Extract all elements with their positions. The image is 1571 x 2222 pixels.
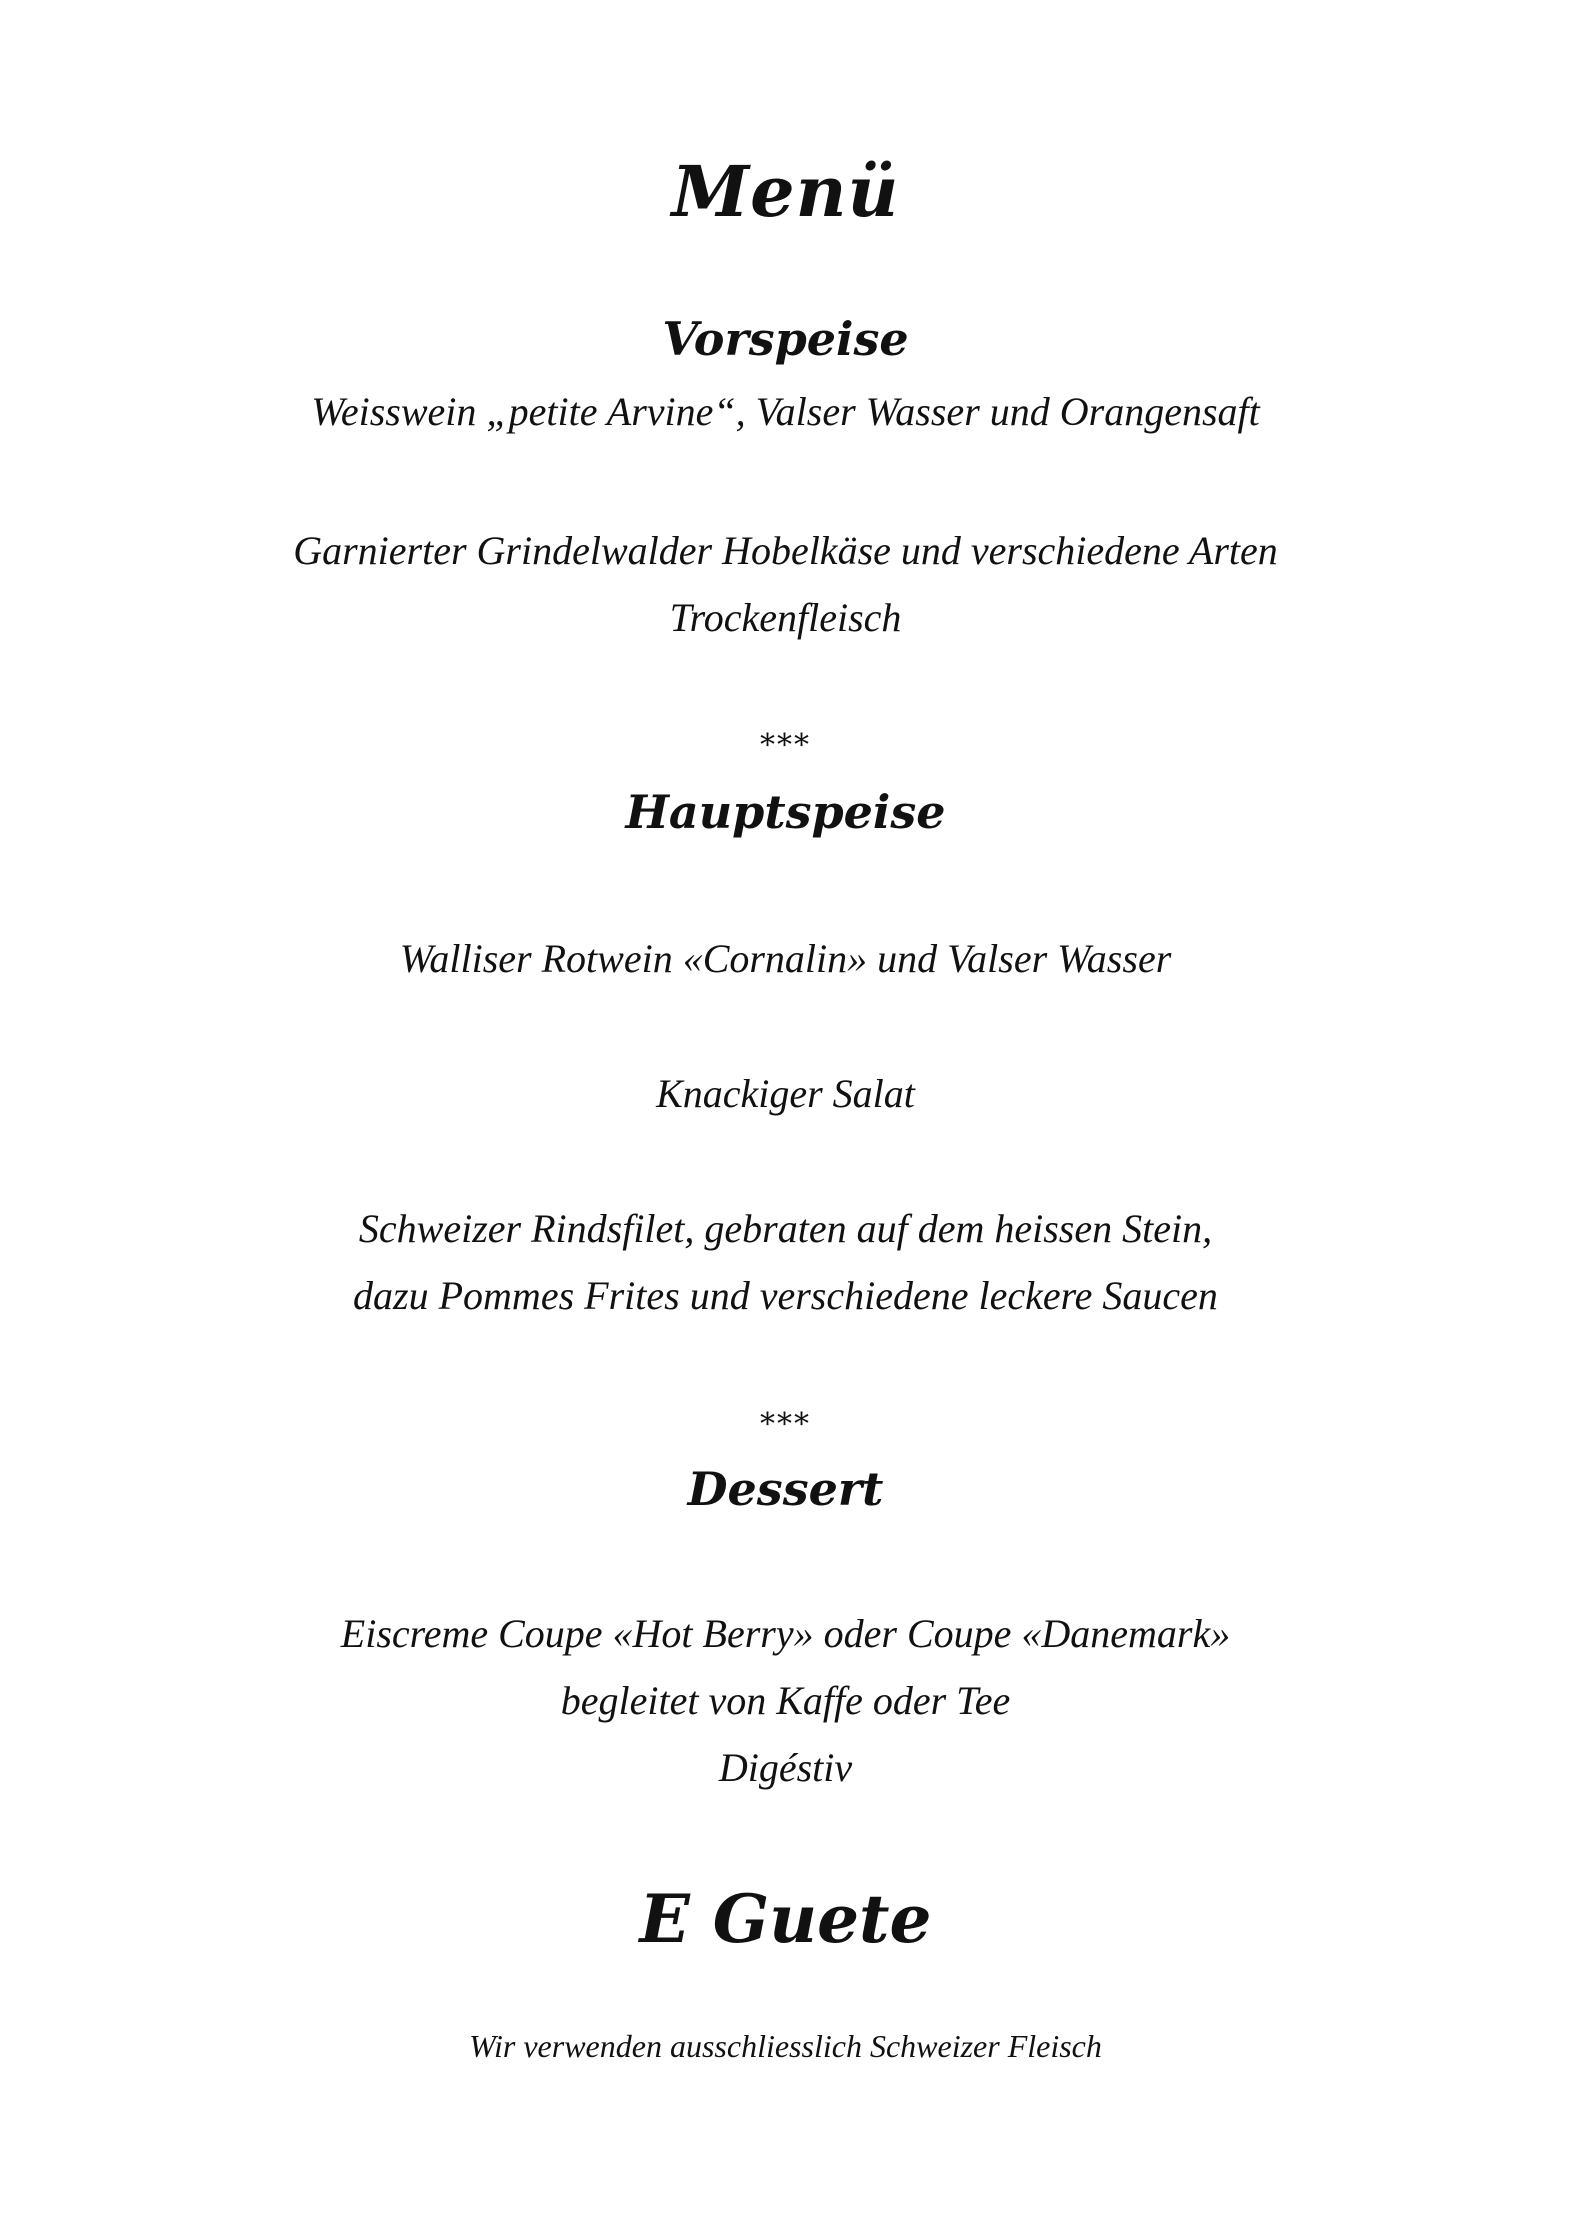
section-separator-1: *** — [760, 728, 811, 763]
main-salad: Knackiger Salat — [656, 1071, 915, 1116]
starter-heading: Vorspeise — [662, 312, 909, 366]
main-heading: Hauptspeise — [625, 785, 946, 839]
starter-drink: Weisswein „petite Arvine“, Valser Wasser und Orangensaft — [311, 389, 1260, 434]
dessert-heading: Dessert — [687, 1462, 884, 1516]
starter-dish-line-2: Trockenfleisch — [669, 595, 902, 640]
meat-origin-footnote: Wir verwenden ausschliesslich Schweizer Fleisch — [469, 2028, 1102, 2064]
section-separator-2: *** — [760, 1407, 811, 1442]
starter-dish-line-1: Garnierter Grindelwalder Hobelkäse und verschiedene Arten — [293, 528, 1278, 573]
menu-title: Menü — [671, 150, 900, 233]
dessert-line-3: Digéstiv — [718, 1745, 853, 1790]
dessert-line-1: Eiscreme Coupe «Hot Berry» oder Coupe «Danemark» — [340, 1611, 1231, 1656]
closing-greeting: E Guete — [639, 1880, 932, 1958]
main-dish-line-1: Schweizer Rindsfilet, gebraten auf dem heissen Stein, — [358, 1206, 1213, 1251]
main-drink: Walliser Rotwein «Cornalin» und Valser Wasser — [399, 936, 1172, 981]
dessert-line-2: begleitet von Kaffe oder Tee — [560, 1678, 1011, 1723]
main-dish-line-2: dazu Pommes Frites und verschiedene leckere Saucen — [353, 1273, 1218, 1318]
